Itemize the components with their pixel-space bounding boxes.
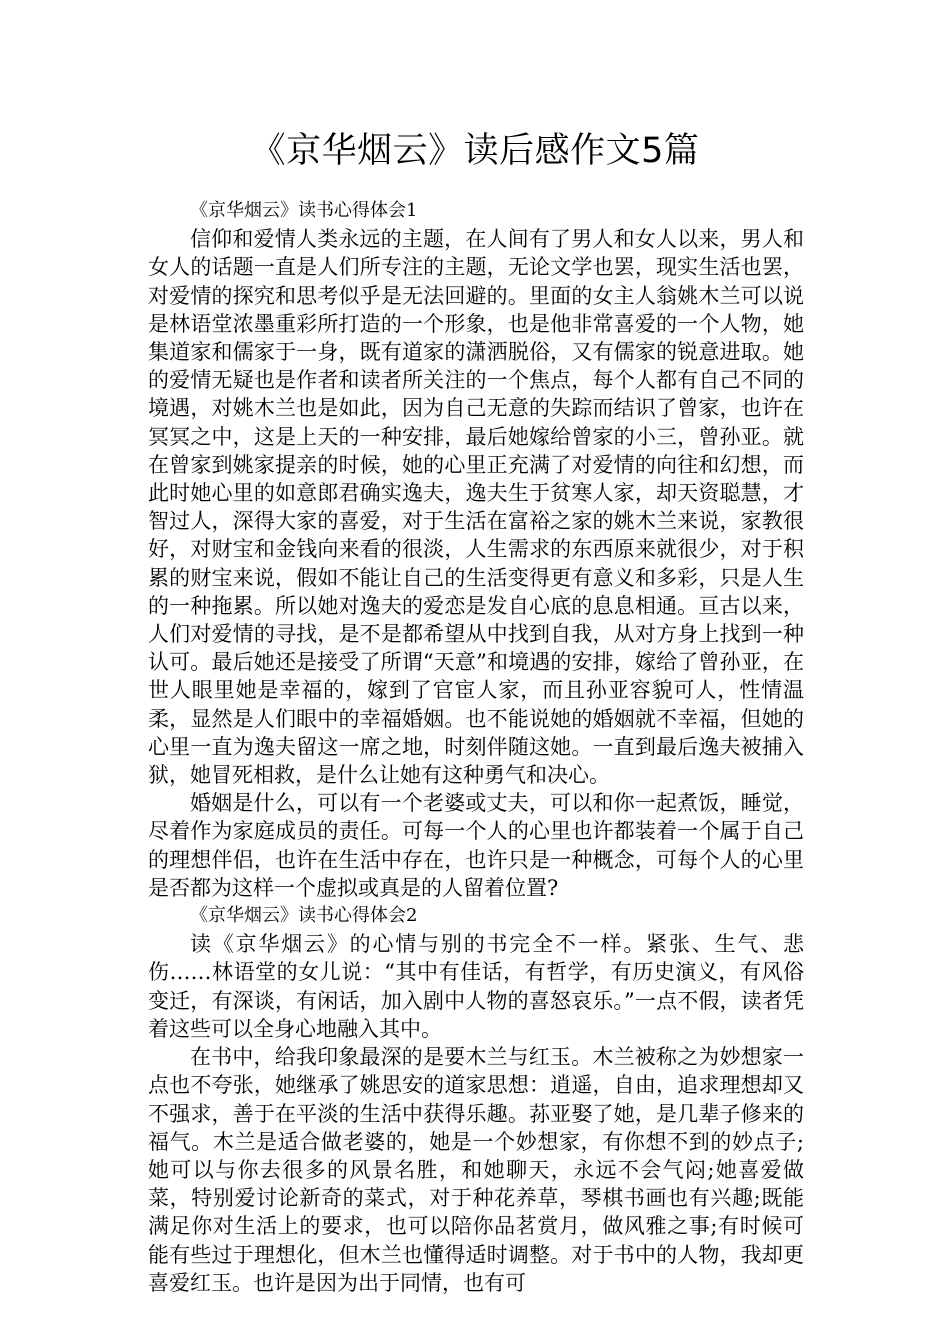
paragraph: 在书中，给我印象最深的是要木兰与红玉。木兰被称之为妙想家一点也不夸张，她继承了姚思安的道家思想：逍遥，自由，追求理想却又不强求，善于在平淡的生活中获得乐趣。荪亚娶了她，是几辈子修来的福气。木兰是适合做老婆的，她是一个妙想家，有你想不到的妙点子;她可以与你去很多的风景名胜，和她聊天，永远不会气闷;她喜爱做菜，特别爱讨论新奇的菜式，对于种花养草，琴棋书画也有兴趣;既能满足你对生活上的要求，也可以陪你品茗赏月，做风雅之事;有时候可能有些过于理想化，但木兰也懂得适时调整。对于书中的人物，我却更喜爱红玉。也许是因为出于同情，也有可 bbox=[148, 1045, 804, 1295]
section-heading: 《京华烟云》读书心得体会2 bbox=[190, 905, 418, 927]
paragraph: 婚姻是什么，可以有一个老婆或丈夫，可以和你一起煮饭，睡觉，尽着作为家庭成员的责任。可每一个人的心里也许都装着一个属于自己的理想伴侣，也许在生活中存在，也许只是一种概念，可每个人的心里是否都为这样一个虚拟或真是的人留着位置? bbox=[148, 791, 804, 900]
document-title: 《京华烟云》读后感作文5篇 bbox=[250, 131, 700, 171]
document-body bbox=[148, 197, 804, 1297]
section-heading: 《京华烟云》读书心得体会1 bbox=[190, 200, 418, 221]
paragraph: 读《京华烟云》的心情与别的书完全不一样。紧张、生气、悲伤……林语堂的女儿说：“其中有佳话，有哲学，有历史演义，有风俗变迁，有深谈，有闲话，加入剧中人物的喜怒哀乐。”一点不假，读者凭着这些可以全身心地融入其中。 bbox=[148, 932, 804, 1041]
paragraph: 信仰和爱情人类永远的主题，在人间有了男人和女人以来，男人和女人的话题一直是人们所专注的主题，无论文学也罢，现实生活也罢，对爱情的探究和思考似乎是无法回避的。里面的女主人翁姚木兰可以说是林语堂浓墨重彩所打造的一个形象，也是他非常喜爱的一个人物，她集道家和儒家于一身，既有道家的潇洒脱俗，又有儒家的锐意进取。她的爱情无疑也是作者和读者所关注的一个焦点，每个人都有自己不同的境遇，对姚木兰也是如此，因为自己无意的失踪而结识了曾家，也许在冥冥之中，这是上天的一种安排，最后她嫁给曾家的小三，曾孙亚。就在曾家到姚家提亲的时候，她的心里正充满了对爱情的向往和幻想，而此时她心里的如意郎君确实逸夫，逸夫生于贫寒人家，却天资聪慧，才智过人，深得大家的喜爱，对于生活在富裕之家的姚木兰来说，家教很好，对财宝和金钱向来看的很淡，人生需求的东西原来就很少，对于积累的财宝来说，假如不能让自己的生活变得更有意义和多彩，只是人生的一种拖累。所以她对逸夫的爱恋是发自心底的息息相通。亘古以来，人们对爱情的寻找，是不是都希望从中找到自我，从对方身上找到一种认可。最后她还是接受了所谓“天意”和境遇的安排，嫁给了曾孙亚，在世人眼里她是幸福的，嫁到了官宦人家，而且孙亚容貌可人，性情温柔，显然是人们眼中的幸福婚姻。也不能说她的婚姻就不幸福，但她的心里一直为逸夫留这一席之地，时刻伴随这她。一直到最后逸夫被捕入狱，她冒死相救，是什么让她有这种勇气和决心。 bbox=[148, 227, 804, 788]
